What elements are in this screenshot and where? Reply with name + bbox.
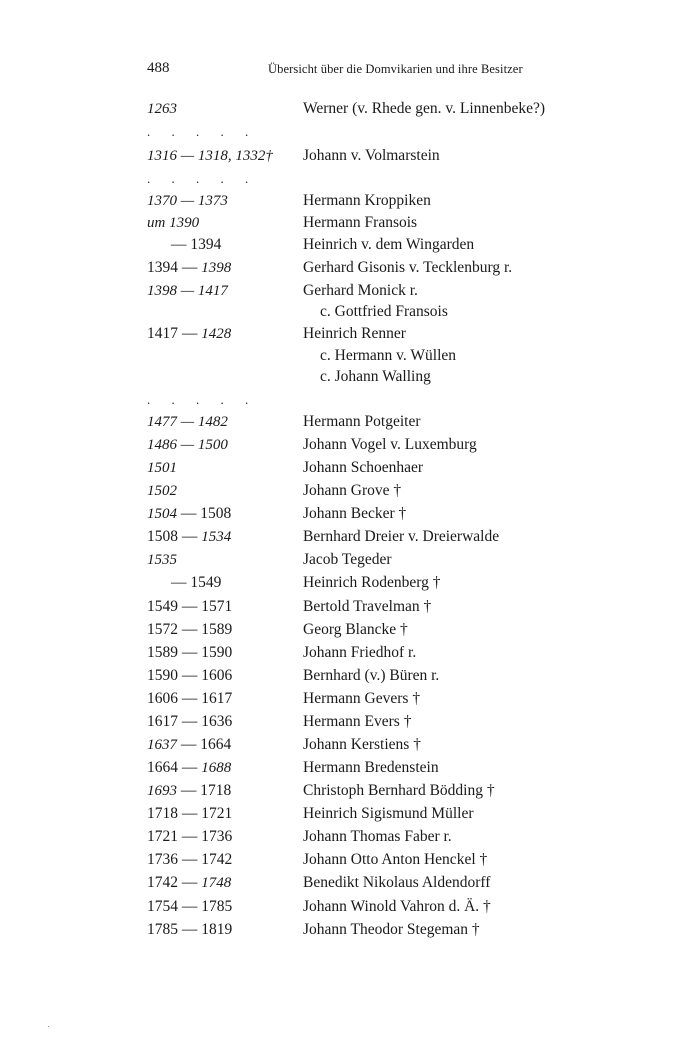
holder-name: Johann Grove † xyxy=(303,482,402,499)
tenure-dates xyxy=(147,919,232,941)
holder-name: Johann Theodor Stegeman † xyxy=(303,921,480,938)
tenure-dates xyxy=(147,257,231,279)
vicar-entry xyxy=(0,896,700,918)
vicar-entry xyxy=(0,757,700,779)
omission-dots: . . . . . xyxy=(147,171,258,186)
vicar-entry xyxy=(0,480,700,502)
tenure-dates xyxy=(147,457,177,479)
date-part: 1606 — 1617 xyxy=(147,690,233,707)
holder-name: Hermann Gevers † xyxy=(303,690,421,707)
date-part: 1718 — 1721 xyxy=(147,805,233,822)
holder-name: Heinrich Sigismund Müller xyxy=(303,805,474,822)
holder-name: Bernhard Dreier v. Dreierwalde xyxy=(303,528,500,545)
holder-name: Johann Schoenhaer xyxy=(303,459,424,476)
date-part: 1417 — xyxy=(147,325,202,342)
tenure-dates xyxy=(147,642,232,664)
tenure-dates xyxy=(147,145,273,167)
holder-name: Werner (v. Rhede gen. v. Linnenbeke?) xyxy=(303,100,546,117)
page-number: 488 xyxy=(147,60,170,76)
holder-name: Gerhard Monick r. xyxy=(303,282,418,299)
vicar-entry xyxy=(0,323,700,345)
tenure-dates xyxy=(171,234,221,256)
holder-name: Johann Kerstiens † xyxy=(303,736,421,753)
date-part: 1398 xyxy=(201,260,232,276)
holder-name: Gerhard Gisonis v. Tecklenburg r. xyxy=(303,259,513,276)
vicar-entry xyxy=(0,457,700,479)
vicar-entry xyxy=(0,280,700,302)
vicar-entry xyxy=(0,734,700,756)
holder-name: Georg Blancke † xyxy=(303,621,408,638)
date-part: 1394 — xyxy=(147,259,202,276)
vicar-entry xyxy=(0,642,700,664)
tenure-dates xyxy=(147,280,228,302)
vicar-entry xyxy=(0,826,700,848)
vicar-entry xyxy=(0,434,700,456)
tenure-dates xyxy=(147,780,231,802)
tenure-dates xyxy=(147,896,232,918)
date-part: — 1549 xyxy=(171,574,222,591)
tenure-dates xyxy=(147,98,177,120)
co-holder-name: c. Johann Walling xyxy=(320,368,431,385)
vicar-entry xyxy=(0,596,700,618)
date-part: 1486 — 1500 xyxy=(147,437,228,453)
date-part: 1721 — 1736 xyxy=(147,828,233,845)
holder-name: Hermann Kroppiken xyxy=(303,192,431,209)
holder-name: Heinrich v. dem Wingarden xyxy=(303,236,475,253)
vicar-entry xyxy=(0,190,700,212)
holder-name: Johann Thomas Faber r. xyxy=(303,828,452,845)
holder-name: Bernhard (v.) Büren r. xyxy=(303,667,440,684)
running-title: Übersicht über die Domvikarien und ihre Besitzer xyxy=(268,62,523,76)
vicar-entry xyxy=(0,212,700,234)
date-part: 1502 xyxy=(147,483,177,499)
date-part: 1693 xyxy=(147,783,177,799)
tenure-dates xyxy=(147,665,232,687)
vicar-entry xyxy=(0,549,700,571)
date-part: 1785 — 1819 xyxy=(147,921,233,938)
date-part: 1688 xyxy=(201,760,232,776)
date-part: 1617 — 1636 xyxy=(147,713,233,730)
date-part: 1504 xyxy=(147,506,177,522)
holder-name: Hermann Potgeiter xyxy=(303,413,421,430)
date-part: 1263 xyxy=(147,101,177,117)
date-part: 1589 — 1590 xyxy=(147,644,233,661)
tenure-dates xyxy=(147,619,232,641)
holder-name: Heinrich Renner xyxy=(303,325,406,342)
date-part: 1736 — 1742 xyxy=(147,851,233,868)
holder-name: Johann Winold Vahron d. Ä. † xyxy=(303,898,491,915)
tenure-dates xyxy=(147,757,231,779)
holder-name: Jacob Tegeder xyxy=(303,551,392,568)
tenure-dates xyxy=(147,434,228,456)
holder-name: Hermann Bredenstein xyxy=(303,759,439,776)
date-part: 1428 xyxy=(201,326,232,342)
vicar-entry xyxy=(0,780,700,802)
holder-name: Heinrich Rodenberg † xyxy=(303,574,441,591)
holder-name: Johann Becker † xyxy=(303,505,407,522)
holder-name: Hermann Fransois xyxy=(303,214,418,231)
tenure-dates xyxy=(147,480,177,502)
tenure-dates xyxy=(147,849,232,871)
vicar-entry xyxy=(0,301,700,323)
tenure-dates xyxy=(147,526,231,548)
tenure-dates xyxy=(147,688,232,710)
vicar-entry xyxy=(0,665,700,687)
omission-dots: . . . . . xyxy=(147,392,258,407)
date-part: 1508 — xyxy=(147,528,202,545)
holder-name: Hermann Evers † xyxy=(303,713,412,730)
vicar-entry xyxy=(0,503,700,525)
date-part: 1534 xyxy=(201,529,232,545)
date-part: 1664 — xyxy=(147,759,202,776)
date-part: — 1394 xyxy=(171,236,222,253)
date-part: 1535 xyxy=(147,552,177,568)
vicar-entry xyxy=(0,411,700,433)
tenure-dates xyxy=(147,503,231,525)
holder-name: Johann Vogel v. Luxemburg xyxy=(303,436,477,453)
date-part: 1549 — 1571 xyxy=(147,598,233,615)
vicar-entry xyxy=(0,919,700,941)
date-part: 1748 xyxy=(201,875,232,891)
vicar-entry xyxy=(0,688,700,710)
holder-name: Christoph Bernhard Bödding † xyxy=(303,782,495,799)
vicar-entry xyxy=(0,98,700,120)
date-part: um 1390 xyxy=(147,215,200,231)
vicar-entry xyxy=(0,366,700,388)
holder-name: Benedikt Nikolaus Aldendorff xyxy=(303,874,491,891)
date-part: 1501 xyxy=(147,460,177,476)
holder-name: Bertold Travelman † xyxy=(303,598,432,615)
date-part: 1754 — 1785 xyxy=(147,898,233,915)
scan-speck xyxy=(48,1026,49,1027)
omission-dots: . . . . . xyxy=(147,124,258,139)
co-holder-name: c. Gottfried Fransois xyxy=(320,303,448,320)
vicar-entry xyxy=(0,872,700,894)
vicar-entry xyxy=(0,526,700,548)
tenure-dates xyxy=(147,190,228,212)
date-part: 1316 — 1318, 1332† xyxy=(147,148,273,164)
date-part: — 1508 xyxy=(177,505,232,522)
tenure-dates xyxy=(171,572,221,594)
vicar-entry xyxy=(0,345,700,367)
tenure-dates xyxy=(147,803,232,825)
holder-name: Johann Otto Anton Henckel † xyxy=(303,851,488,868)
vicar-entry xyxy=(0,849,700,871)
tenure-dates xyxy=(147,549,177,571)
tenure-dates xyxy=(147,711,232,733)
vicar-entry xyxy=(0,803,700,825)
holder-name: Johann v. Volmarstein xyxy=(303,147,440,164)
tenure-dates xyxy=(147,826,232,848)
tenure-dates xyxy=(147,212,199,234)
tenure-dates xyxy=(147,872,231,894)
date-part: 1572 — 1589 xyxy=(147,621,233,638)
vicar-entry xyxy=(0,619,700,641)
vicar-entry xyxy=(0,711,700,733)
co-holder-name: c. Hermann v. Wüllen xyxy=(320,347,457,364)
holder-name: Johann Friedhof r. xyxy=(303,644,417,661)
date-part: 1477 — 1482 xyxy=(147,414,228,430)
tenure-dates xyxy=(147,323,231,345)
date-part: 1742 — xyxy=(147,874,202,891)
tenure-dates xyxy=(147,411,228,433)
date-part: 1637 xyxy=(147,737,177,753)
date-part: 1370 — 1373 xyxy=(147,193,228,209)
vicar-entry xyxy=(0,572,700,594)
vicar-entry xyxy=(0,234,700,256)
date-part: — 1718 xyxy=(177,782,232,799)
tenure-dates xyxy=(147,734,231,756)
date-part: 1590 — 1606 xyxy=(147,667,233,684)
tenure-dates xyxy=(147,596,232,618)
vicar-entry xyxy=(0,145,700,167)
vicar-entry xyxy=(0,257,700,279)
ellipsis-separator xyxy=(0,125,700,147)
date-part: — 1664 xyxy=(177,736,232,753)
date-part: 1398 — 1417 xyxy=(147,283,228,299)
